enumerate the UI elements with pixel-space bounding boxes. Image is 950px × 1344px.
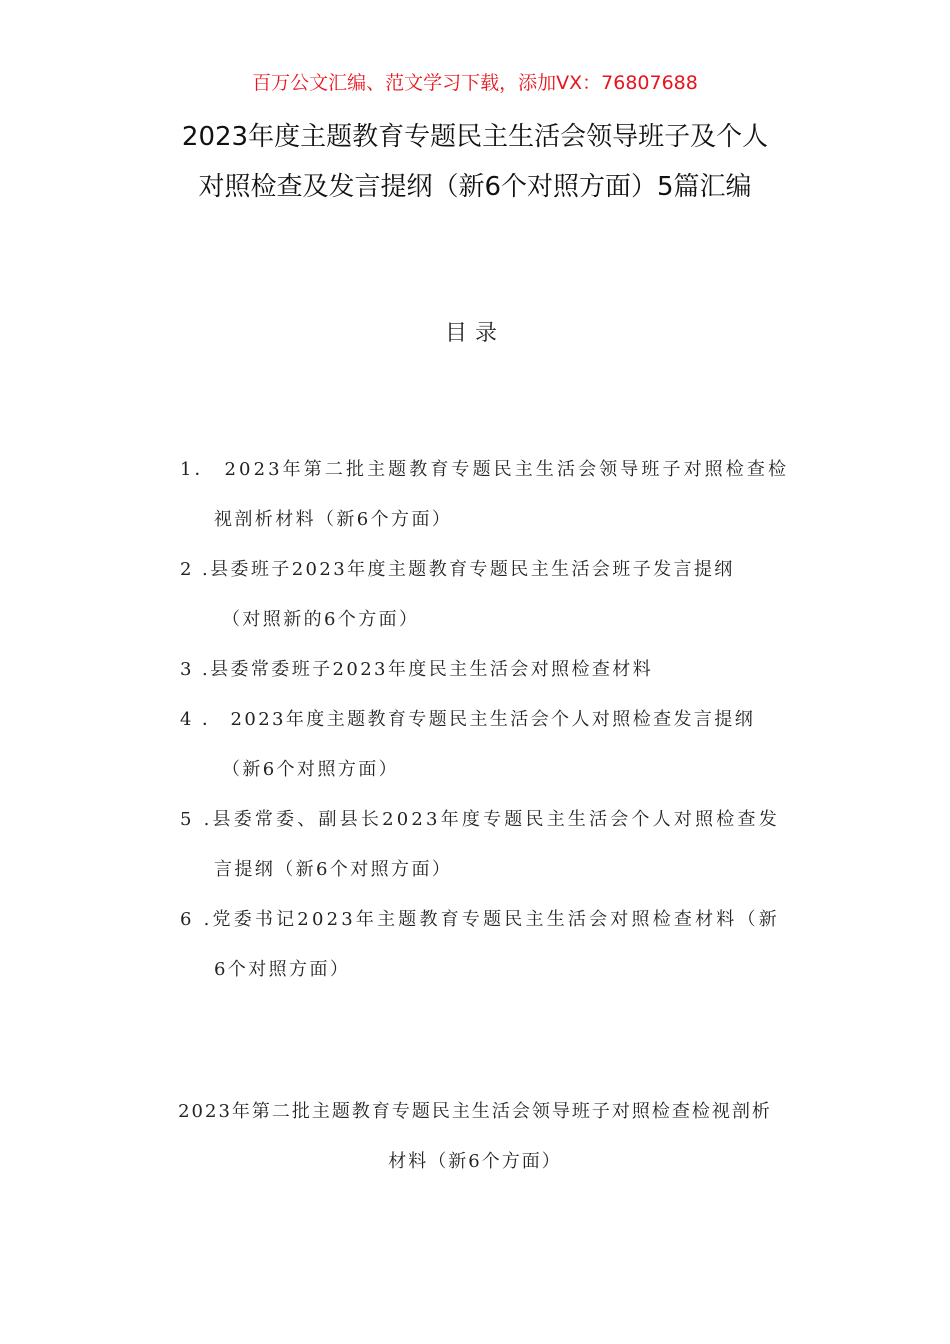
toc-item-2-line-1: 2 .县委班子2023年度主题教育专题民主生活会班子发言提纲 [180, 559, 735, 580]
toc-item-3-line-1: 3 .县委常委班子2023年度民主生活会对照检查材料 [180, 659, 654, 680]
toc-item-1-line-2: 视剖析材料（新6个方面） [214, 509, 453, 530]
toc-item-4-line-1: 4 ． 2023年度主题教育专题民主生活会个人对照检查发言提纲 [180, 709, 756, 730]
toc-item-5-line-2: 言提纲（新6个对照方面） [214, 859, 453, 880]
toc-heading: 目录 [444, 321, 505, 346]
toc-item-2-line-2: （对照新的6个方面） [222, 609, 420, 630]
toc-item-4-line-2: （新6个对照方面） [222, 759, 400, 780]
document-title-line-2: 对照检查及发言提纲（新6个对照方面）5篇汇编 [198, 172, 752, 202]
section-title-line-2: 材料（新6个方面） [388, 1151, 562, 1172]
toc-item-5-line-1: 5 .县委常委、副县长2023年度专题民主生活会个人对照检查发 [180, 809, 780, 830]
promo-banner: 百万公文汇编、范文学习下载，添加VX：76807688 [252, 72, 698, 94]
toc-item-6-line-1: 6 .党委书记2023年主题教育专题民主生活会对照检查材料（新 [180, 909, 780, 930]
section-title-line-1: 2023年第二批主题教育专题民主生活会领导班子对照检查检视剖析 [178, 1101, 772, 1122]
toc-item-1-line-1: 1． 2023年第二批主题教育专题民主生活会领导班子对照检查检 [180, 459, 790, 480]
document-title-line-1: 2023年度主题教育专题民主生活会领导班子及个人 [181, 122, 769, 152]
toc-item-6-line-2: 6个对照方面） [214, 959, 351, 980]
